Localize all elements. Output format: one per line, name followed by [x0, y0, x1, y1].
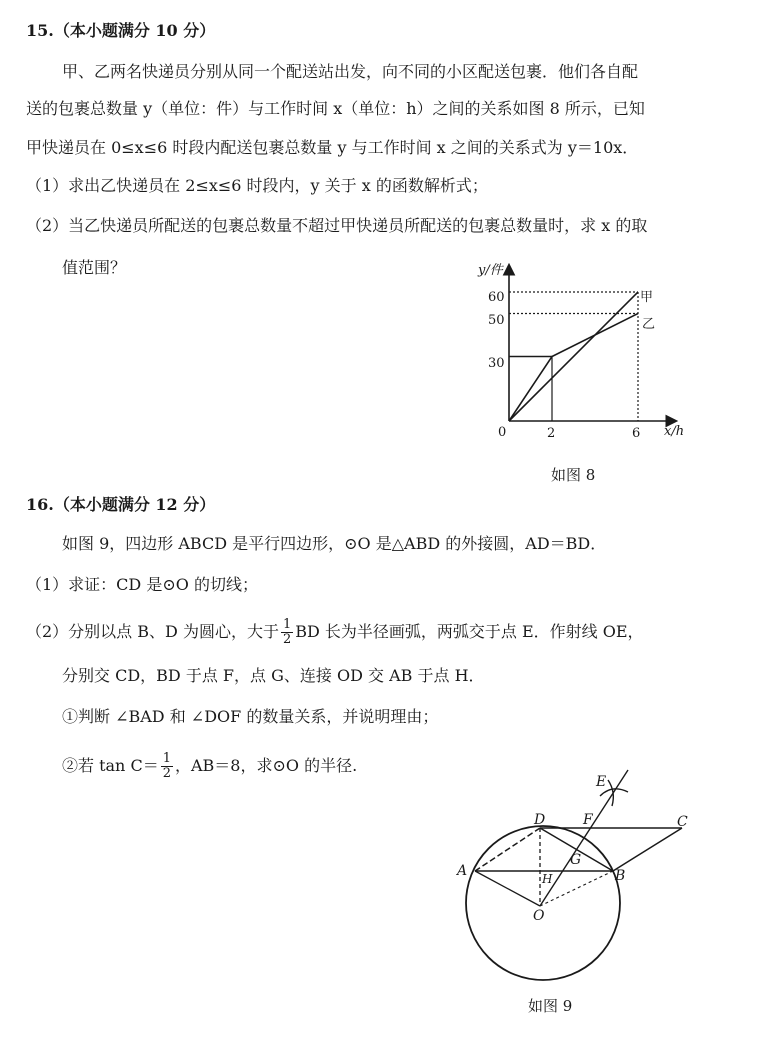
point-h-label: H — [542, 872, 553, 886]
point-e-label: E — [596, 774, 607, 790]
x-tick-0: 0 — [498, 425, 507, 440]
series-line-yi — [509, 314, 638, 422]
point-c-label: C — [677, 814, 688, 830]
q16-subquestion-1: ①判断 ∠BAD 和 ∠DOF 的数量关系，并说明理由； — [62, 707, 439, 726]
q16-part-1: （1）求证：CD 是⊙O 的切线； — [26, 575, 258, 594]
q16-part-2-line-1 — [26, 618, 644, 647]
y-tick-30: 30 — [488, 356, 505, 371]
figure-8-chart — [460, 256, 700, 456]
x-axis-label: x/h — [664, 424, 685, 439]
x-tick-6: 6 — [632, 426, 641, 441]
fraction-one-half: $\frac{1}{2}$ — [282, 617, 292, 647]
q15-part-1: （1）求出乙快递员在 2≤x≤6 时段内，y 关于 x 的函数解析式； — [26, 176, 488, 195]
q15-part-2-line-2: 值范围？ — [62, 258, 127, 277]
arc-mark-e-2 — [608, 780, 613, 806]
q16-sub2-suffix: ，AB＝8，求⊙O 的半径. — [174, 756, 358, 775]
q16-header: 16.（本小题满分 12 分） — [26, 495, 216, 514]
y-tick-50: 50 — [488, 313, 505, 328]
q15-paragraph-line-1: 甲、乙两名快递员分别从同一个配送站出发，向不同的小区配送包裹．他们各自配 — [62, 62, 639, 81]
point-o-label: O — [533, 908, 545, 924]
figure-9-geometry — [450, 766, 700, 996]
point-a-label: A — [457, 863, 468, 879]
fraction-one-half-tan: $\frac{1}{2}$ — [162, 751, 171, 781]
point-b-label: B — [615, 868, 626, 884]
x-tick-2: 2 — [547, 426, 556, 441]
y-axis-label: y/件 — [478, 263, 503, 278]
figure-8-caption: 如图 8 — [551, 466, 596, 484]
segment-ao — [475, 871, 540, 906]
segment-bc — [613, 828, 682, 871]
point-d-label: D — [534, 812, 546, 828]
circumcircle-o — [466, 826, 620, 980]
ray-oe — [540, 770, 628, 906]
point-f-label: F — [583, 812, 593, 828]
y-tick-60: 60 — [488, 290, 505, 305]
figure-9-caption: 如图 9 — [528, 997, 573, 1015]
q16-paragraph-line-1: 如图 9，四边形 ABCD 是平行四边形，⊙O 是△ABD 的外接圆，AD＝BD． — [62, 534, 607, 553]
series-label-yi: 乙 — [642, 317, 656, 332]
q15-part-2-line-1: （2）当乙快递员所配送的包裹总数量不超过甲快递员所配送的包裹总数量时，求 x 的取 — [26, 216, 648, 235]
series-label-jia: 甲 — [640, 290, 654, 305]
q16-part-2-prefix: （2）分别以点 B、D 为圆心，大于 — [26, 622, 279, 641]
q15-header: 15.（本小题满分 10 分） — [26, 21, 216, 40]
q16-sub2-prefix: ②若 tan C＝ — [62, 756, 159, 775]
q16-subquestion-2 — [62, 752, 357, 781]
q16-part-2-suffix: BD 长为半径画弧，两弧交于点 E．作射线 OE， — [295, 622, 644, 641]
q16-part-2-line-2: 分别交 CD，BD 于点 F，点 G、连接 OD 交 AB 于点 H． — [62, 666, 485, 685]
point-g-label: G — [570, 852, 582, 868]
q15-paragraph-line-2: 送的包裹总数量 y（单位：件）与工作时间 x（单位：h）之间的关系如图 8 所示，已知 — [26, 99, 645, 118]
q15-paragraph-line-3: 甲快递员在 0≤x≤6 时段内配送包裹总数量 y 与工作时间 x 之间的关系式为 y＝10x． — [26, 138, 639, 157]
